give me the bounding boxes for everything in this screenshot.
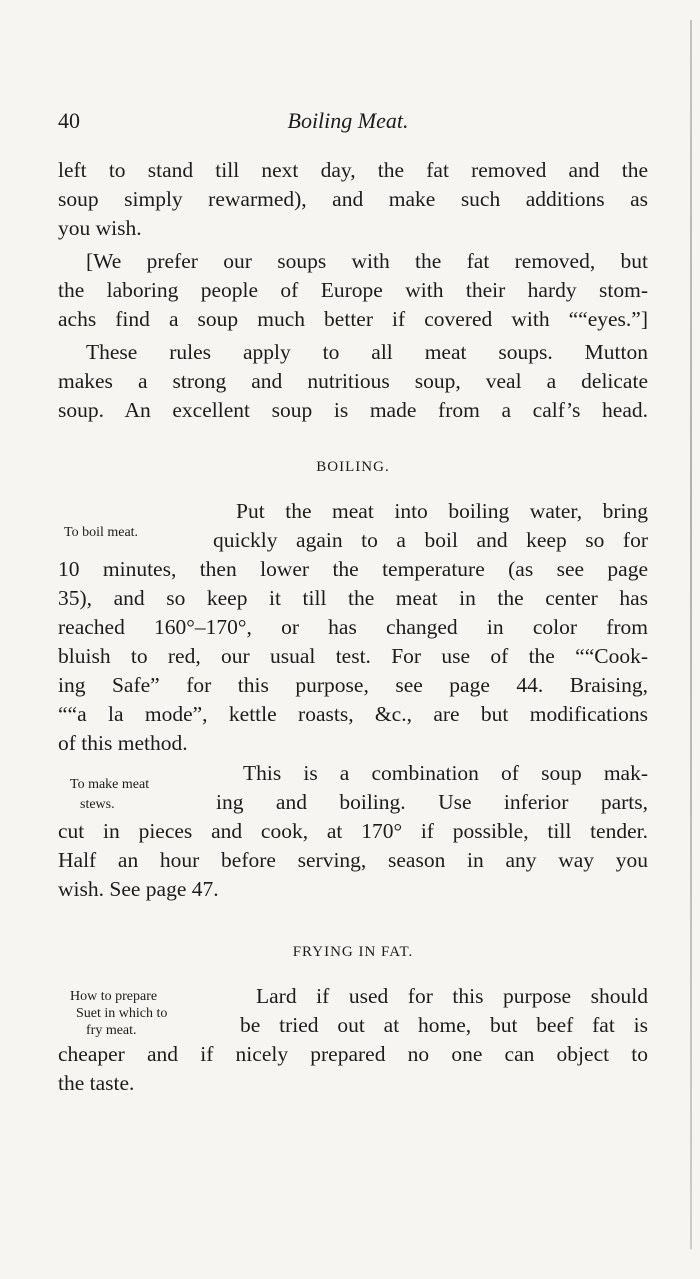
text-line: Half an hour before serving, season in any way you (58, 848, 648, 872)
text-line: you wish. (58, 216, 142, 240)
section-heading-boiling: BOILING. (316, 459, 390, 475)
paragraph-continuation (58, 156, 648, 243)
margin-note-how-to-prepare: How to prepare (70, 989, 158, 1004)
text-line: achs find a soup much better if covered with ““eyes.”] (58, 307, 648, 331)
text-line: makes a strong and nutritious soup, veal a delicate (58, 369, 648, 393)
text-line: the laboring people of Europe with their hardy stom- (58, 278, 648, 302)
paragraph-frying (58, 982, 648, 1098)
text-line: wish. See page 47. (58, 877, 219, 901)
text-line: quickly again to a boil and keep so for (213, 528, 648, 552)
text-line: 35), and so keep it till the meat in the center has (58, 586, 648, 610)
paragraph-stews (58, 759, 648, 904)
text-line: soup. An excellent soup is made from a calf’s head. (58, 398, 648, 422)
text-line: bluish to red, our usual test. For use of the ““Cook- (58, 644, 648, 668)
text-line: soup simply rewarmed), and make such additions as (58, 187, 648, 211)
paragraph-meat-soups (58, 338, 648, 425)
text-line: ““a la mode”, kettle roasts, &c., are but modifications (58, 702, 648, 726)
text-line: cheaper and if nicely prepared no one can object to (58, 1042, 648, 1066)
text-line: These rules apply to all meat soups. Mutton (86, 340, 648, 364)
text-line: reached 160°–170°, or has changed in color from (58, 615, 648, 639)
text-line: of this method. (58, 731, 188, 755)
text-line: the taste. (58, 1071, 135, 1095)
margin-note-make-meat: To make meat (70, 777, 150, 792)
margin-note-stews: stews. (80, 797, 115, 812)
text-line: Put the meat into boiling water, bring (236, 499, 648, 523)
page-header (58, 108, 638, 138)
text-line: This is a combination of soup mak- (243, 761, 648, 785)
paragraph-soup-preference (58, 247, 648, 334)
margin-note-suet: Suet in which to (76, 1006, 168, 1021)
text-line: cut in pieces and cook, at 170° if possible, till tender. (58, 819, 648, 843)
text-line: be tried out at home, but beef fat is (240, 1013, 648, 1037)
text-line: ing and boiling. Use inferior parts, (216, 790, 648, 814)
paragraph-boiling (58, 497, 648, 758)
text-line: 10 minutes, then lower the temperature (as see page (58, 557, 648, 581)
page-number: 40 (58, 108, 80, 133)
text-line: ing Safe” for this purpose, see page 44. Braising, (58, 673, 648, 697)
text-line: left to stand till next day, the fat removed and the (58, 158, 648, 182)
page-edge (690, 20, 692, 1249)
text-line: Lard if used for this purpose should (256, 984, 648, 1008)
text-line: [We prefer our soups with the fat removed, but (86, 249, 648, 273)
margin-note-fry-meat: fry meat. (86, 1023, 137, 1038)
section-heading-frying: FRYING IN FAT. (292, 944, 414, 960)
margin-note-boil-meat: To boil meat. (64, 525, 139, 540)
running-head: Boiling Meat. (287, 108, 409, 133)
